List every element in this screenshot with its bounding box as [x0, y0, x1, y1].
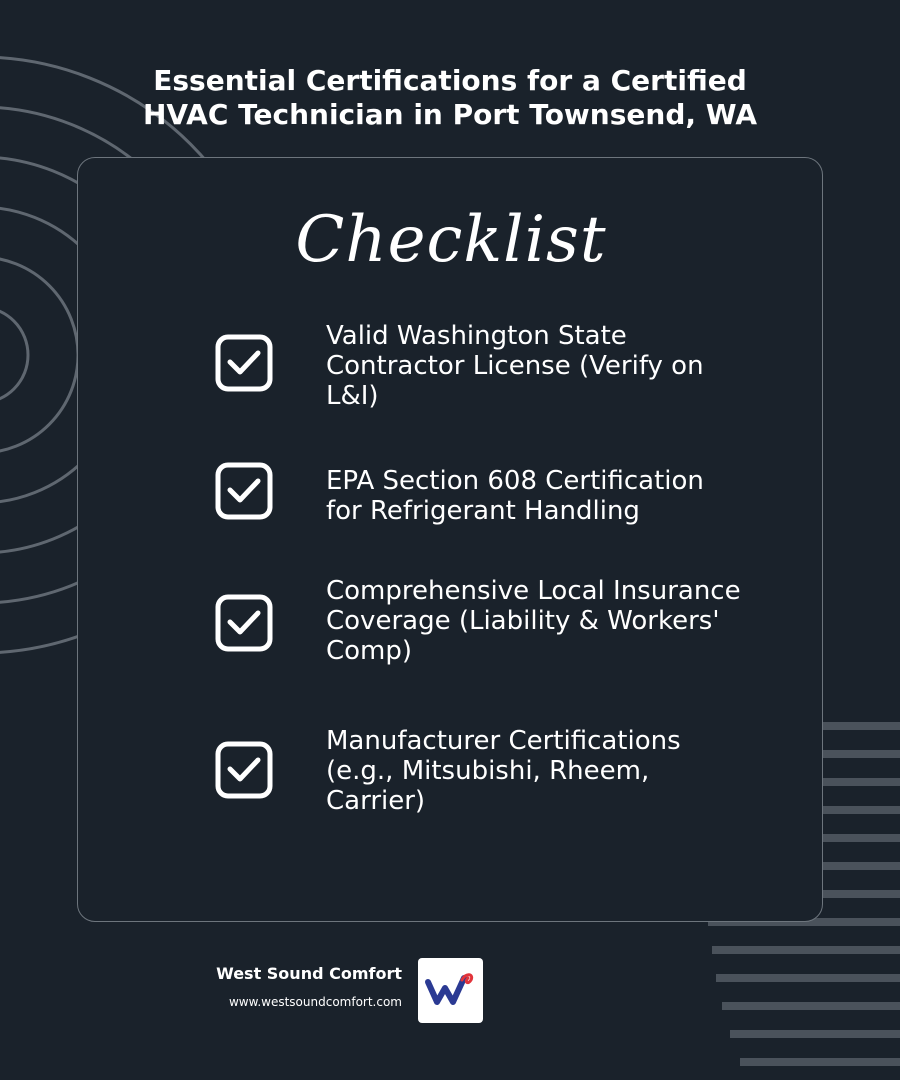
page-title: [0, 64, 900, 132]
checkbox-checked-icon: [214, 333, 274, 393]
brand-url-link[interactable]: www.westsoundcomfort.com: [228, 995, 402, 1009]
page-title-line-1: Essential Certifications for a Certified: [153, 64, 747, 97]
checklist-item-text: Comprehensive Local Insurance Coverage (Liability & Workers' Comp): [326, 576, 741, 666]
checkbox-checked-icon: [214, 740, 274, 800]
logo-mark: [418, 958, 483, 1023]
checklist-item-text: Manufacturer Certifications (e.g., Mitsubishi, Rheem, Carrier): [326, 726, 681, 816]
brand-name: West Sound Comfort: [216, 964, 402, 983]
checklist-item-text: EPA Section 608 Certification for Refrigerant Handling: [326, 466, 704, 526]
checklist-heading: Checklist: [295, 203, 607, 277]
checklist-item-text: Valid Washington State Contractor License (Verify on L&I): [326, 321, 704, 411]
checkbox-checked-icon: [214, 593, 274, 653]
west-sound-comfort-logo-icon: [418, 958, 483, 1023]
checklist-card: [77, 157, 823, 922]
page-title-line-2: HVAC Technician in Port Townsend, WA: [142, 98, 758, 131]
brand-block: [207, 963, 402, 1013]
checkbox-checked-icon: [214, 461, 274, 521]
